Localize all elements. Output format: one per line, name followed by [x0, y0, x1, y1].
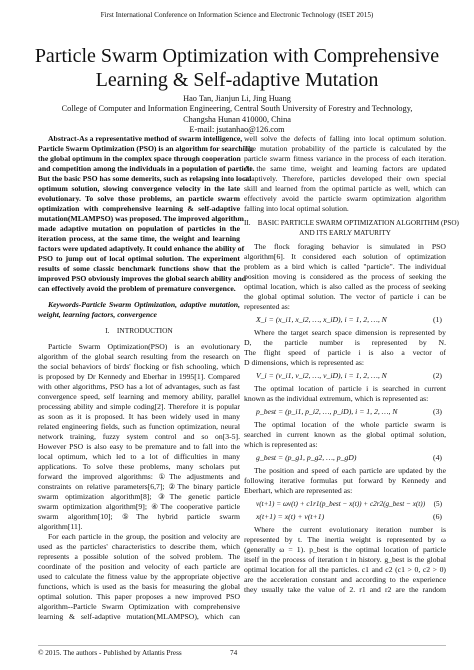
text-line: convergence speed, self learning and memory ability, parallel: [38, 392, 240, 401]
conference-header: First International Conference on Information Science and Electronic Technology (ISET 2015): [100, 11, 374, 19]
section-heading-introduction: I. INTRODUCTION: [105, 326, 173, 335]
body-paragraph: [244, 466, 446, 496]
equation-number: (6): [433, 512, 442, 521]
equation-text: v(t+1) = ωv(t) + c1r1(p_best − x(t)) + c2r2(g_best − x(t)): [256, 500, 426, 508]
footer-divider: [38, 645, 446, 646]
equation-3: [244, 407, 446, 417]
equation-text: g_best = (p_g1, p_g2, …, p_gD): [256, 453, 357, 462]
text-line: represented by t. The inertia weight is represented by ω: [244, 535, 446, 544]
text-line: they usually take the value of 2. r1 and r2 are the random: [244, 585, 446, 594]
text-line: the global optimal solution. The vector of particle i can be: [244, 292, 446, 301]
text-line: Where the current evolutionary iteration number is: [254, 525, 446, 534]
text-line: optimization with comprehensive learning & self-adaptive: [38, 204, 240, 213]
text-line: algorithm of the global search resulting from the research on: [38, 352, 240, 361]
text-line: falling into local optimal solution.: [244, 204, 349, 213]
body-paragraph: [244, 134, 446, 214]
text-line: optimum solution, slowing convergence velocity in the late: [38, 184, 240, 193]
text-line: known as the individual extremum, which is represented as:: [244, 394, 429, 403]
author-email: E-mail: jsutanhao@126.com: [189, 124, 285, 134]
text-line: skill and learned from the optimal particle as well, which can: [244, 184, 446, 193]
text-line: The optimal location of particle i is searched in current: [254, 384, 446, 393]
right-column: [244, 134, 459, 595]
equation-2: [244, 371, 446, 381]
text-line: D dimensions, which is represented as:: [244, 358, 364, 367]
text-line: Eberhart, which are represented as:: [244, 486, 353, 495]
copyright-footer: © 2015. The authors - Published by Atlantis Press: [38, 649, 182, 657]
text-line: II. BASIC PARTICLE SWARM OPTIMIZATION ALGORITHM (PSO): [244, 219, 459, 227]
text-line: which is represented as:: [244, 440, 318, 449]
text-line: processing ability and simple coding[2]. Therefore it is popular: [38, 402, 240, 411]
text-line: network training, fuzzy system control and so on[3-5].: [38, 432, 240, 441]
text-line: the global optimum in the complex space through cooperation: [38, 154, 241, 163]
text-line: But the basic PSO has some demerits, such as relapsing into local: [38, 174, 252, 183]
text-line: and competition among the individuals in a population of particle.: [38, 164, 255, 173]
text-line: The flight speed of particle i is also a vector of: [244, 348, 446, 357]
text-line: factors were updated adaptively. It could enhance the ability of: [38, 244, 245, 253]
text-line: used to calculate the fitness value by the appropriate objective: [38, 572, 240, 581]
text-line: well solve the defects of falling into local optimum solution.: [244, 134, 446, 143]
text-line: mutation(MLAMPSO) was proposed. The improved algorithm: [38, 214, 244, 223]
text-line: used as the particles' characteristics to describe them, which: [38, 542, 240, 551]
left-column: [38, 134, 255, 622]
text-line: local optimum, which led to a lot of difficulties in many: [38, 452, 240, 461]
text-line: algorithm--Particle Swarm Optimization with comprehensive: [38, 602, 240, 611]
text-line: swarm optimization algorithm[9]; ④The cooperative particle: [38, 502, 240, 511]
text-line: problem as a bird which is called "particle". The individual: [244, 262, 446, 271]
text-line: Keywords-Particle Swarm Optimization, adaptive mutation,: [48, 300, 240, 309]
introduction-paragraph: [38, 342, 240, 532]
equation-number: (1): [433, 315, 442, 324]
equation-4: [244, 453, 446, 463]
text-line: The mutation probability of the particle is calculated by the: [244, 144, 446, 153]
text-line: itself in the process of iteration t in history. g_best is the global: [244, 555, 446, 564]
body-paragraph: [244, 328, 446, 368]
text-line: improved PSO obviously improves the global search ability and: [38, 274, 247, 283]
paper-title: [20, 44, 454, 92]
equation-text: x(t+1) = x(t) + v(t+1): [256, 512, 325, 521]
text-line: weight, learning factors, convergence: [38, 310, 157, 319]
text-line: iteration process, at the same time, the weight and learning: [38, 234, 240, 243]
equation-number: (5): [433, 500, 442, 508]
equation-number: (2): [433, 371, 442, 380]
text-line: following iterative formulas put forward by Kennedy and: [244, 476, 446, 485]
body-paragraph: [244, 384, 446, 404]
text-line: represents a possible solution of the solved problem. The: [38, 552, 240, 561]
text-line: algorithm[6]. It considered each solution of optimization: [244, 252, 446, 261]
page-number: 74: [230, 649, 238, 657]
title-line: Particle Swarm Optimization with Comprehensive: [34, 45, 440, 67]
text-line: The flock foraging behavior is simulated in PSO: [254, 242, 446, 251]
text-line: searched in current known as the global optimal solution,: [244, 430, 446, 439]
text-line: results of some classic benchmark functions show that the: [38, 264, 240, 273]
author-block: [0, 94, 474, 135]
text-line: represented as:: [244, 302, 290, 311]
text-line: the social behaviors of birds' flocking or fish schooling, which: [38, 362, 240, 371]
text-line: Particle Swarm Optimization(PSO) is an evolutionary: [48, 342, 240, 351]
keywords: [38, 300, 240, 320]
equation-text: V_i = (v_i1, v_i2, …, v_iD), i = 1, 2, …, N: [256, 371, 387, 380]
equation-1: [244, 315, 446, 325]
body-paragraph: [244, 420, 446, 450]
text-line: However PSO is also easy to be premature and to fall into the: [38, 442, 240, 451]
text-line: particle swarm fitness variance in the process of each iteration.: [244, 154, 446, 163]
text-line: applications. To solve these problems, many scholars put: [38, 462, 240, 471]
equation-text: X_i = (x_i1, x_i2, …, x_iD), i = 1, 2, …, N: [256, 315, 387, 324]
text-line: is proposed by Dr Kennedy and Eberhar in 1995[1]. Compared: [38, 372, 240, 381]
text-line: algorithm[11].: [38, 522, 83, 531]
text-line: position moving is considered as the process of seeking the: [244, 272, 446, 281]
text-line: can effectively avoid the problem of premature convergence.: [38, 284, 236, 293]
equation-6: [244, 512, 446, 522]
text-line: Abstract-As a representative method of swarm intelligence,: [48, 134, 243, 143]
text-line: learning & self-adaptive mutation(MLAMPSO), which can: [38, 612, 240, 621]
text-line: D, the particle number is represented by N.: [244, 338, 446, 347]
affiliation: College of Computer and Information Engineering, Central South University of Forestry and Technology,: [61, 104, 413, 114]
body-paragraph: [244, 242, 446, 312]
text-line: The position and speed of each particle are updated by the: [254, 466, 446, 475]
text-line: evolutionary. To solve those problems, an particle swarm: [38, 194, 240, 203]
text-line: adaptively. Therefore, particles developed their own special: [244, 174, 446, 183]
text-line: At the same time, weight and learning factors are updated: [244, 164, 446, 173]
text-line: Particle Swarm Optimization (PSO) is an algorithm for searching: [38, 144, 253, 153]
introduction-paragraph: [38, 532, 240, 622]
text-line: functions, which is used as the basis for measuring the global: [38, 582, 240, 591]
affiliation-city: Changsha Hunan 410000, China: [183, 114, 291, 124]
text-line: PSO to jump out of local optimal solution. The experiment: [38, 254, 240, 263]
equation-text: p_best = (p_i1, p_i2, …, p_iD), i = 1, 2, …, N: [256, 407, 398, 416]
text-line: optimal location for all the particles. c1 and c2 (c1 > 0, c2 > 0): [244, 565, 446, 574]
equation-number: (4): [433, 453, 442, 462]
text-line: made adaptive mutation on population of particles in the: [38, 224, 240, 233]
author-names: Hao Tan, Jianjun Li, Jing Huang: [183, 94, 291, 103]
text-line: (generally ω = 1). p_best is the optimal location of particle: [244, 545, 446, 554]
text-line: are the acceleration constant and according to the experience: [244, 575, 446, 584]
text-line: with other algorithms, PSO has a lot of advantages, such as fast: [38, 382, 240, 391]
text-line: For each particle in the group, the position and velocity are: [48, 532, 240, 541]
text-line: related engineering fields, such as function optimization, neural: [38, 422, 240, 431]
text-line: swarm optimization algorithm[8]; ③The genetic particle: [38, 492, 240, 501]
section-heading-basic-pso: [244, 218, 459, 238]
body-paragraph: [244, 525, 446, 595]
title-line: Learning & Self-adaptive Mutation: [95, 69, 379, 91]
equation-number: (3): [433, 407, 442, 416]
text-line: effectively avoid the particle swarm optimization algorithm: [244, 194, 446, 203]
text-line: optimal solution. This paper proposes a new improved PSO: [38, 592, 240, 601]
abstract: [38, 134, 255, 294]
text-line: AND ITS EARLY MATURITY: [299, 229, 391, 237]
text-line: forward the improved algorithms: ①The adjustments and: [38, 472, 240, 481]
text-line: coordinate of the position and velocity of each particle are: [38, 562, 240, 571]
text-line: as soon as it is proposed. It has been widely used in many: [38, 412, 240, 421]
text-line: constraints on relative parameters[6,7]; ②The binary particle: [38, 482, 240, 491]
text-line: optimal location, which is also called as the process of seeking: [244, 282, 446, 291]
text-line: Where the target search space dimension is represented by: [254, 328, 446, 337]
equation-5: [244, 499, 446, 509]
text-line: swarm algorithm[10]; ⑤The hybrid particle swarm: [38, 512, 240, 521]
text-line: The optimal location of the whole particle swarm is: [254, 420, 446, 429]
